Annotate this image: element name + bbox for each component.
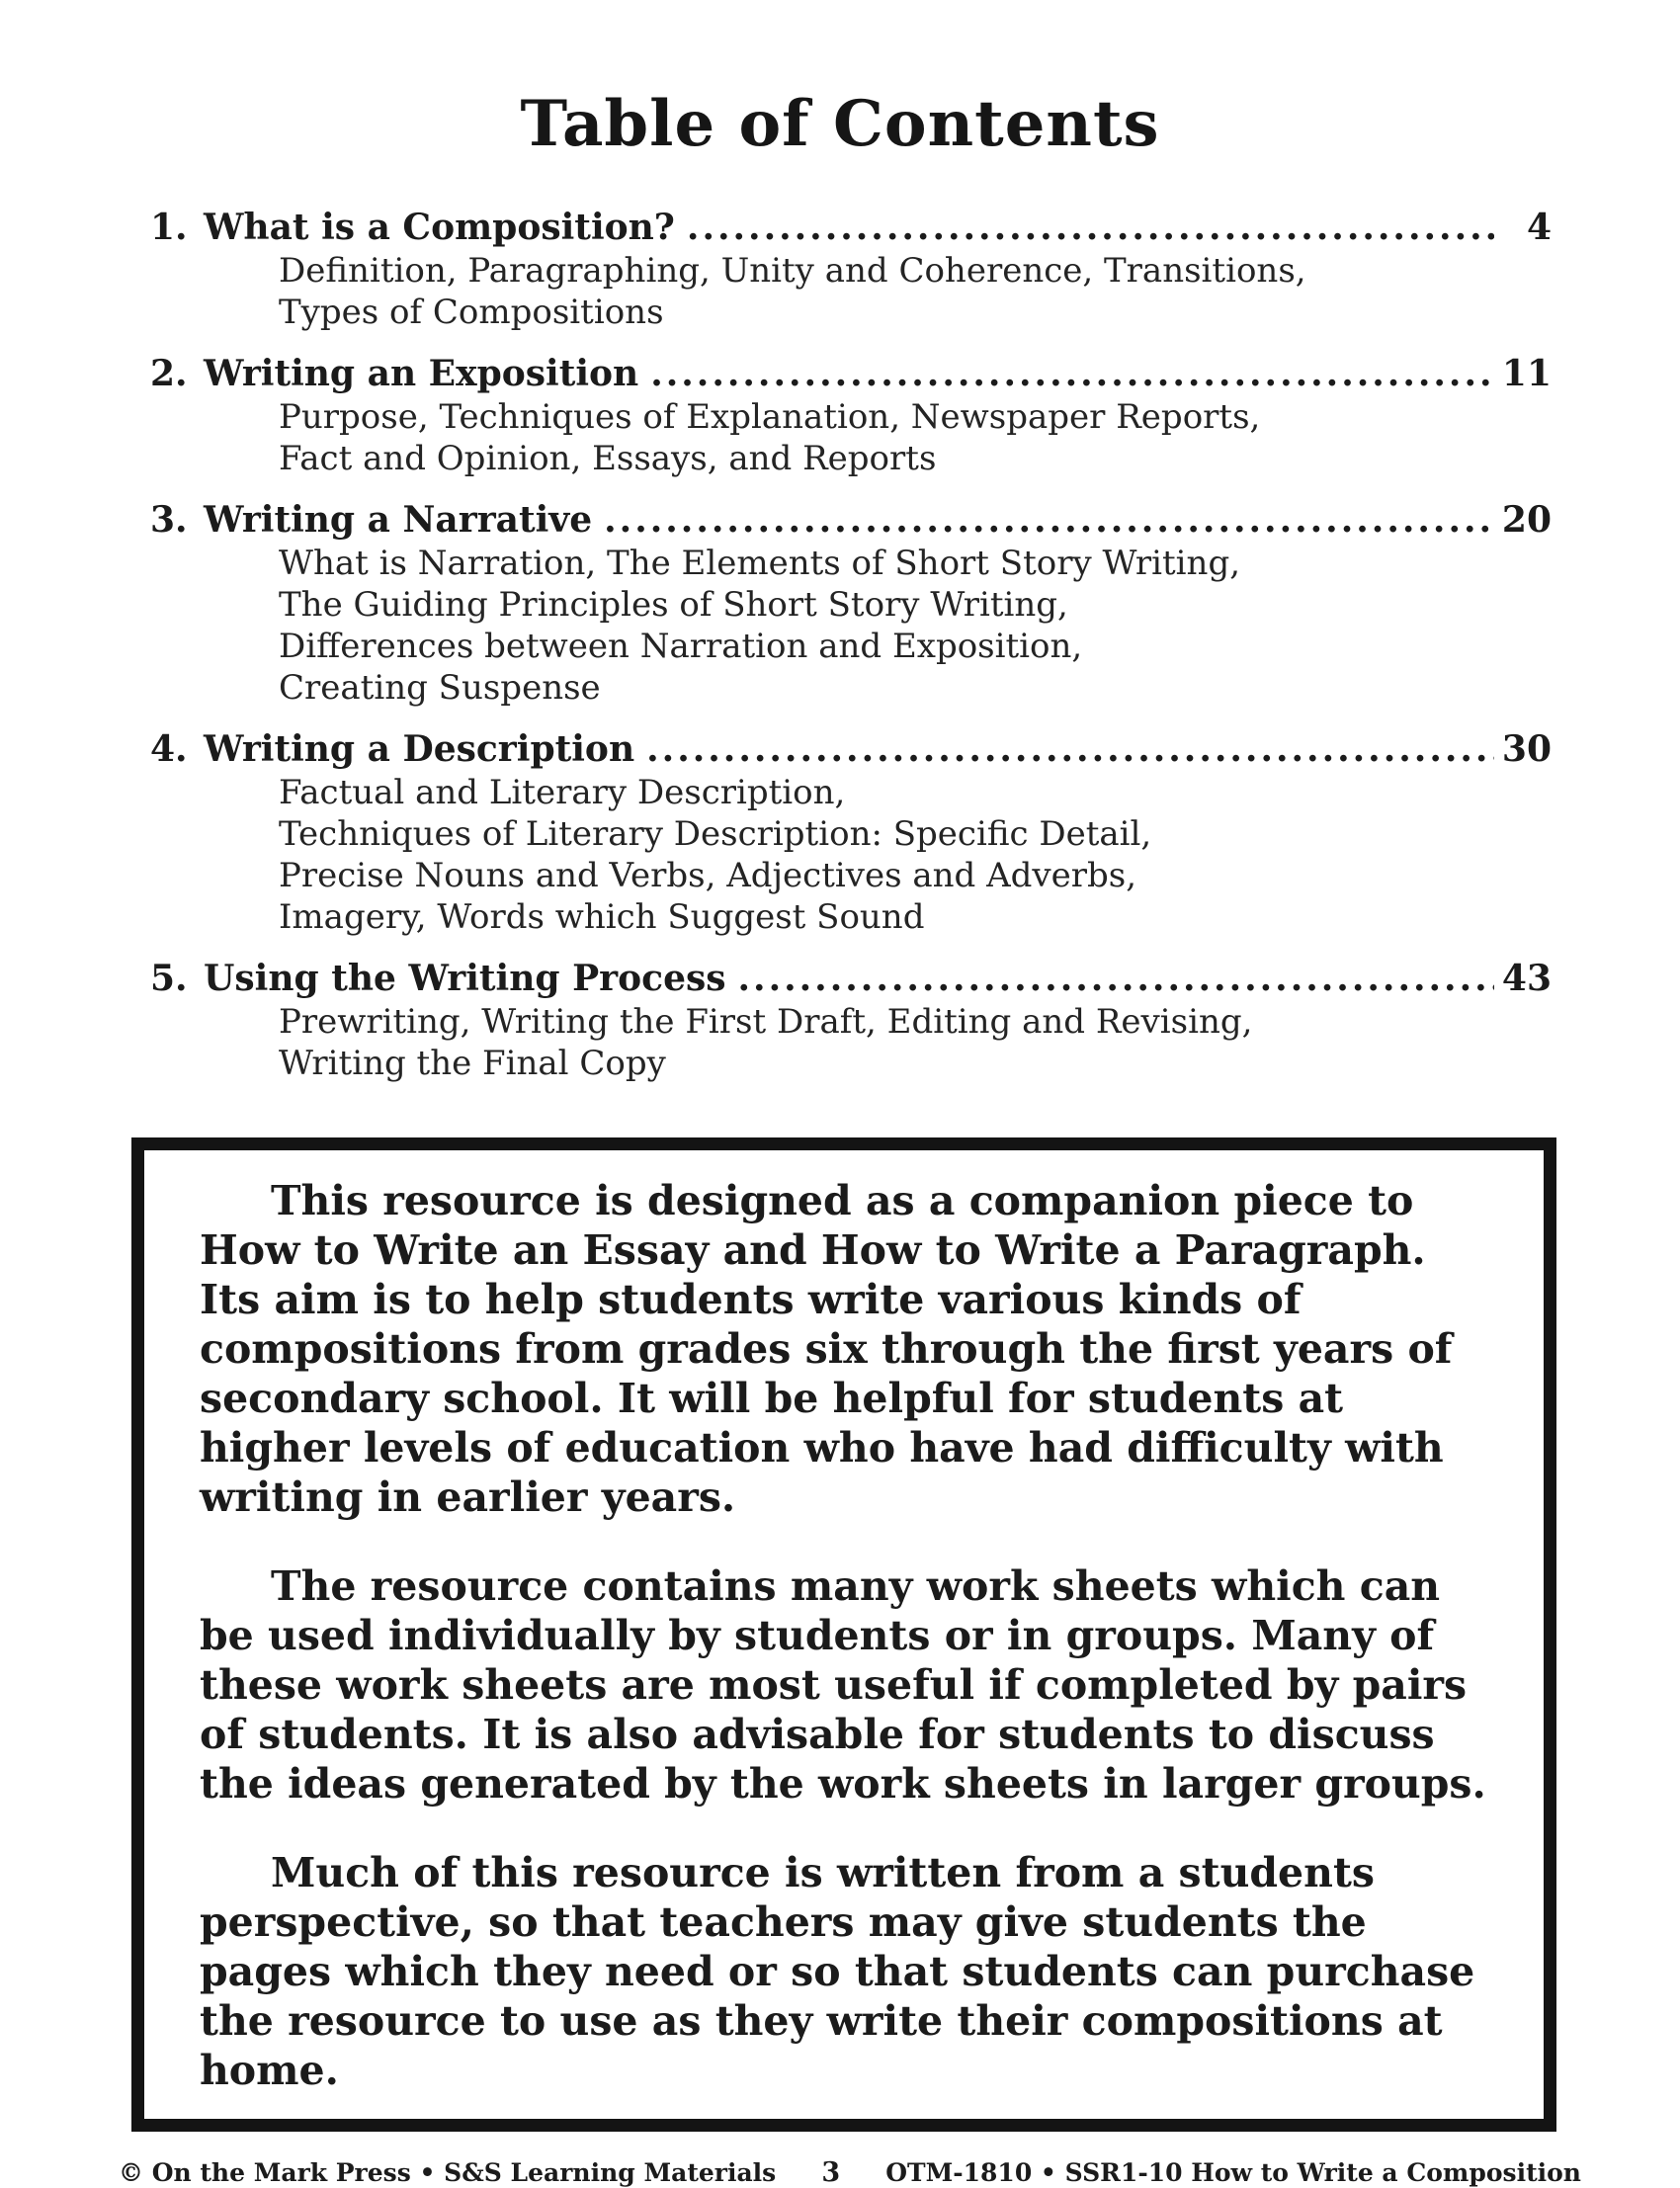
toc-subline: Types of Compositions bbox=[279, 293, 664, 332]
toc-sublines bbox=[279, 250, 1552, 333]
toc-subline: The Guiding Principles of Short Story Writing, bbox=[279, 585, 1068, 625]
page-footer bbox=[119, 2157, 1581, 2188]
toc-subline: Prewriting, Writing the First Draft, Editing and Revising, bbox=[279, 1002, 1253, 1042]
toc-subline: Purpose, Techniques of Explanation, Newspaper Reports, bbox=[279, 397, 1261, 437]
toc-heading-row bbox=[150, 958, 1552, 999]
footer-copyright: © On the Mark Press • S&S Learning Materials bbox=[119, 2158, 777, 2187]
toc-entry-title: Using the Writing Process bbox=[204, 958, 726, 999]
toc-subline: Differences between Narration and Exposition, bbox=[279, 627, 1083, 666]
toc-heading-row bbox=[150, 728, 1552, 770]
dot-leader bbox=[650, 353, 1494, 394]
intro-paragraph: The resource contains many work sheets which can be used individually by students or in groups. Many of these work sheets are most useful if completed by pairs of students. It is also advisable for students to discuss the ideas generated by the work sheets in larger groups. bbox=[200, 1562, 1486, 1808]
toc-entry bbox=[150, 207, 1552, 333]
toc-entry-number: 2. bbox=[150, 353, 188, 394]
toc-sublines bbox=[279, 543, 1552, 709]
toc-sublines bbox=[279, 396, 1552, 479]
toc-subline: Imagery, Words which Suggest Sound bbox=[279, 897, 925, 937]
toc-heading-row bbox=[150, 353, 1552, 394]
toc-entry-number: 1. bbox=[150, 207, 188, 248]
intro-box bbox=[131, 1137, 1556, 2132]
toc-subline: Factual and Literary Description, bbox=[279, 773, 846, 812]
toc-entry bbox=[150, 353, 1552, 479]
toc-entry-number: 3. bbox=[150, 499, 188, 541]
toc-entry-page: 43 bbox=[1501, 958, 1552, 999]
footer-page-number: 3 bbox=[821, 2157, 841, 2188]
dot-leader bbox=[646, 728, 1494, 770]
toc-subline: What is Narration, The Elements of Short Story Writing, bbox=[279, 544, 1241, 583]
toc-entry-page: 11 bbox=[1501, 353, 1552, 394]
toc-entry bbox=[150, 958, 1552, 1084]
page-title: Table of Contents bbox=[520, 87, 1160, 161]
toc-subline: Definition, Paragraphing, Unity and Coherence, Transitions, bbox=[279, 251, 1306, 291]
toc-entry-title: What is a Composition? bbox=[204, 207, 675, 248]
toc-sublines bbox=[279, 772, 1552, 938]
toc-subline: Fact and Opinion, Essays, and Reports bbox=[279, 439, 937, 478]
toc-entry-number: 5. bbox=[150, 958, 188, 999]
toc-entry-title: Writing an Exposition bbox=[204, 353, 639, 394]
toc-subline: Techniques of Literary Description: Specific Detail, bbox=[279, 814, 1152, 854]
toc-entry-title: Writing a Description bbox=[204, 728, 635, 770]
toc-entry bbox=[150, 499, 1552, 709]
toc-heading-row bbox=[150, 499, 1552, 541]
toc-entry bbox=[150, 728, 1552, 938]
intro-paragraph: This resource is designed as a companion piece to How to Write an Essay and How to Write a Paragraph. Its aim is to help students write various kinds of compositions from grades six through the first years of secondary school. It will be helpful for students at higher levels of education who have had difficulty with writing in earlier years. bbox=[200, 1177, 1453, 1521]
dot-leader bbox=[687, 207, 1494, 248]
toc-heading-row bbox=[150, 207, 1552, 248]
toc-sublines bbox=[279, 1001, 1552, 1084]
toc-entry-number: 4. bbox=[150, 728, 188, 770]
dot-leader bbox=[738, 958, 1494, 999]
table-of-contents bbox=[150, 207, 1552, 1084]
toc-subline: Writing the Final Copy bbox=[279, 1044, 666, 1083]
toc-subline: Precise Nouns and Verbs, Adjectives and Adverbs, bbox=[279, 856, 1136, 895]
toc-entry-title: Writing a Narrative bbox=[204, 499, 593, 541]
toc-entry-page: 30 bbox=[1501, 728, 1552, 770]
intro-paragraph: Much of this resource is written from a students perspective, so that teachers may give students the pages which they need or so that students can purchase the resource to use as they write their compositions at home. bbox=[200, 1849, 1475, 2094]
toc-entry-page: 20 bbox=[1501, 499, 1552, 541]
dot-leader bbox=[604, 499, 1494, 541]
toc-entry-page: 4 bbox=[1526, 207, 1552, 248]
footer-product-code: OTM-1810 • SSR1-10 How to Write a Composition bbox=[885, 2158, 1581, 2187]
toc-subline: Creating Suspense bbox=[279, 668, 601, 708]
